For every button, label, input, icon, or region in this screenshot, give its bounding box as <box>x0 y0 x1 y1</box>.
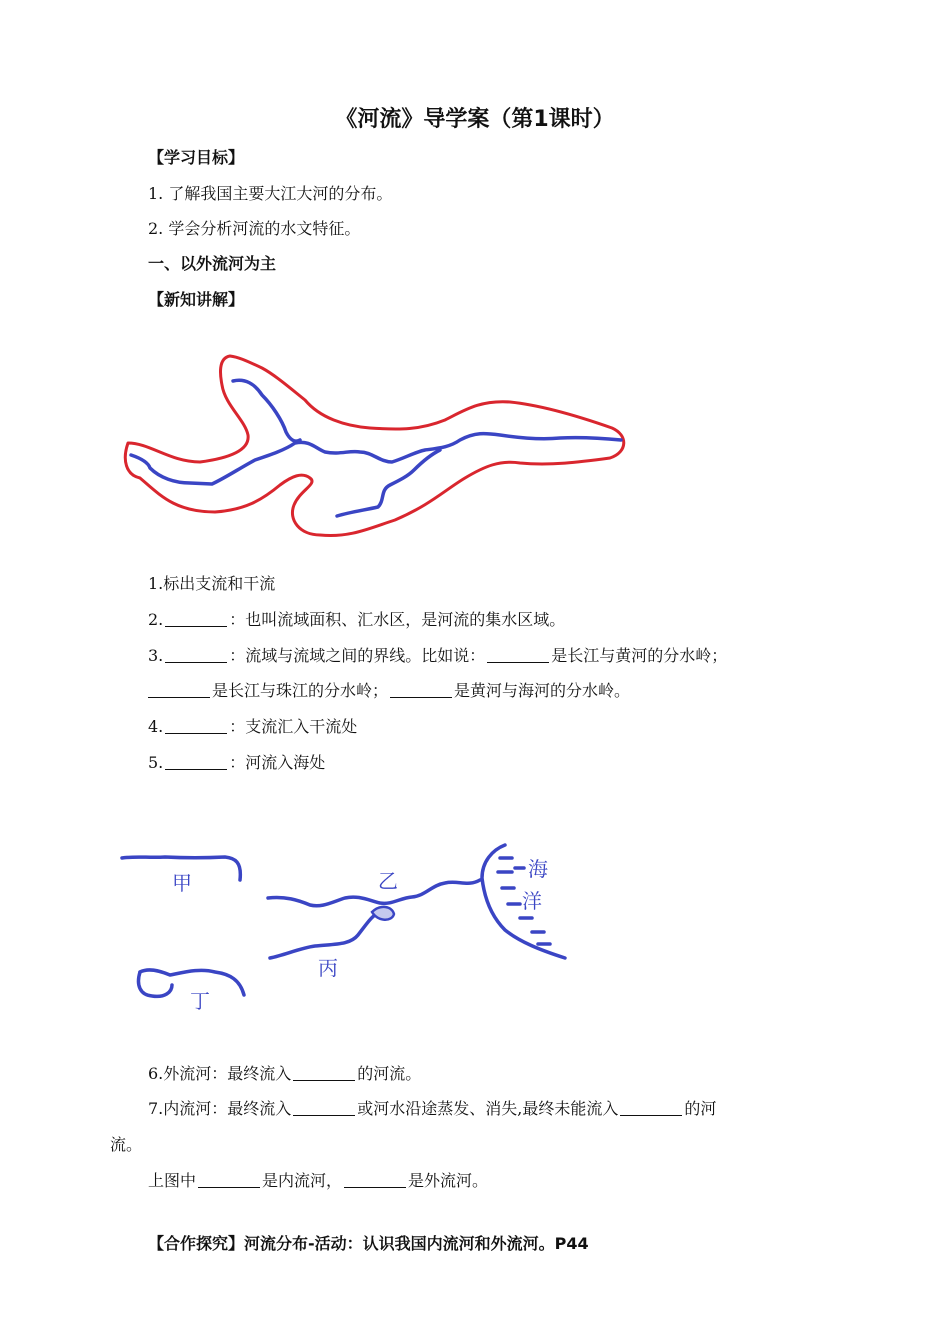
q6-line <box>148 1064 421 1084</box>
q8-text-pre: 上图中 <box>148 1171 197 1190</box>
objective-2: 2. 学会分析河流的水文特征。 <box>148 219 361 238</box>
label-ding: 丁 <box>190 989 210 1013</box>
q3-text-1: ：流域与流域之间的界线。比如说： <box>229 646 486 665</box>
q3-text-4: 是黄河与海河的分水岭。 <box>454 681 631 700</box>
q7-text-post: 的河 <box>684 1099 717 1118</box>
lake-yi <box>372 907 394 920</box>
cooperation-text: 河流分布-活动：认识我国内流河和外流河。P44 <box>244 1234 589 1253</box>
q2-number: 2. <box>148 610 164 629</box>
q6-text-post: 的河流。 <box>357 1064 422 1083</box>
label-jia: 甲 <box>172 871 192 895</box>
q6-text-pre: 6.外流河：最终流入 <box>148 1064 292 1083</box>
q8-blank-1[interactable] <box>198 1171 260 1188</box>
q7-text-pre: 7.内流河：最终流入 <box>148 1099 292 1118</box>
q3-number: 3. <box>148 646 164 665</box>
q7-line <box>148 1099 716 1119</box>
q5-text: ：河流入海处 <box>229 753 326 772</box>
q5-number: 5. <box>148 753 164 772</box>
q7-line-2: 流。 <box>110 1135 143 1154</box>
cooperation-tag: 【合作探究】 <box>148 1234 245 1253</box>
q8-text-post: 是外流河。 <box>408 1171 489 1190</box>
label-yang: 洋 <box>522 889 542 913</box>
section1-sub: 【新知讲解】 <box>148 290 245 309</box>
q3-text-3: 是长江与珠江的分水岭； <box>212 681 389 700</box>
cooperation-line <box>148 1234 589 1254</box>
river-yi <box>268 880 480 906</box>
q8-blank-2[interactable] <box>344 1171 406 1188</box>
objective-1: 1. 了解我国主要大江大河的分布。 <box>148 184 393 203</box>
q7-text-mid: 或河水沿途蒸发、消失,最终未能流入 <box>357 1099 619 1118</box>
q2-text: ：也叫流域面积、汇水区，是河流的集水区域。 <box>229 610 566 629</box>
q1-text: 1.标出支流和干流 <box>148 574 276 593</box>
q8-text-mid: 是内流河， <box>262 1171 343 1190</box>
section1-heading: 一、以外流河为主 <box>148 254 277 273</box>
q4-text: ：支流汇入干流处 <box>229 717 358 736</box>
q6-blank[interactable] <box>293 1064 355 1081</box>
q7-blank-2[interactable] <box>620 1099 682 1116</box>
q3-text-2: 是长江与黄河的分水岭； <box>551 646 728 665</box>
label-bing: 丙 <box>318 956 338 980</box>
objectives-heading: 【学习目标】 <box>148 148 245 167</box>
label-yi: 乙 <box>378 869 398 893</box>
q7-blank-1[interactable] <box>293 1099 355 1116</box>
river-bing <box>270 912 380 958</box>
page-title: 《河流》导学案（第1课时） <box>335 107 615 132</box>
q4-number: 4. <box>148 717 164 736</box>
q8-line <box>148 1171 488 1191</box>
label-hai: 海 <box>528 857 548 881</box>
